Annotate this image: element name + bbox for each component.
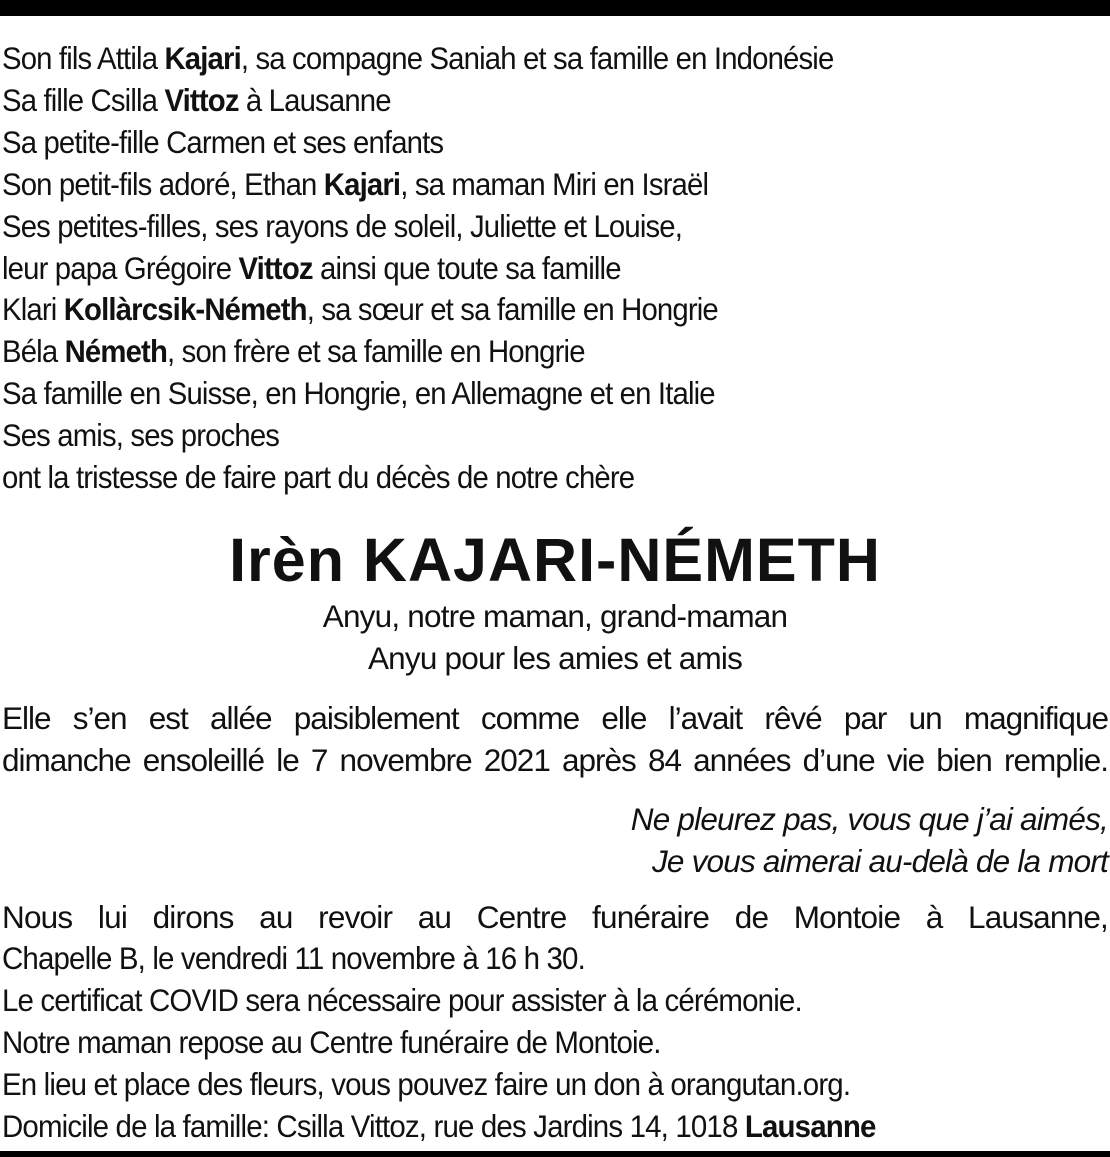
surname-bold: Kajari [323, 165, 401, 202]
family-list [2, 38, 1108, 499]
passing-row-1: Elle s’en est allée paisiblement comme elle l’avait rêvé par un magnifique [2, 699, 1108, 736]
ceremony-row-1: Nous lui dirons au revoir au Centre funéraire de Montoie à Lausanne, [2, 898, 1108, 935]
family-line-7 [2, 289, 1031, 331]
text-span: Sa fille Csilla [2, 81, 165, 118]
ceremony-row-2: Chapelle B, le vendredi 11 novembre à 16 h 30. [2, 939, 585, 976]
surname-bold: Kajari [164, 40, 241, 76]
passing-row-2: dimanche ensoleillé le 7 novembre 2021 après 84 années d’une vie bien remplie. [2, 741, 1108, 778]
text-span: Domicile de la famille: Csilla Vittoz, rue des Jardins 14, 1018 [2, 1107, 745, 1144]
text-span: leur papa Grégoire [2, 249, 239, 286]
family-line-3: Sa petite-fille Carmen et ses enfants [2, 123, 444, 160]
family-line-2 [2, 80, 1031, 122]
text-span: Klari [2, 291, 64, 328]
text-span: Son petit-fils adoré, Ethan [2, 165, 324, 202]
family-line-6 [2, 248, 1031, 290]
family-line-8 [2, 331, 1031, 373]
nickname-line-2: Anyu pour les amies et amis [367, 639, 743, 676]
family-line-4 [2, 164, 1031, 206]
surname-bold: Vittoz [164, 81, 239, 118]
text-span: , son frère et sa famille en Hongrie [167, 333, 585, 370]
ceremony-info [2, 896, 1108, 1148]
text-span: à Lausanne [238, 81, 391, 118]
text-span: Béla [2, 333, 65, 370]
quote-row-1: Ne pleurez pas, vous que j’ai aimés, [630, 800, 1108, 837]
family-line-10: Ses amis, ses proches [2, 417, 280, 454]
text-span: , sa maman Miri en Israël [400, 165, 709, 202]
family-line-5: Ses petites-filles, ses rayons de soleil, Juliette et Louise, [2, 207, 683, 244]
family-line-1 [2, 38, 1031, 80]
surname-bold: Kollàrcsik-Németh [63, 291, 307, 328]
surname-bold: Németh [64, 333, 168, 370]
city-bold: Lausanne [744, 1107, 876, 1144]
ceremony-row-3: Le certificat COVID sera nécessaire pour assister à la cérémonie. [2, 981, 802, 1018]
nickname-line-1: Anyu, notre maman, grand-maman [322, 597, 788, 634]
passing-paragraph [2, 697, 1108, 781]
ceremony-row-5: En lieu et place des fleurs, vous pouvez faire un don à orangutan.org. [2, 1065, 851, 1102]
bottom-border-rule [0, 1151, 1110, 1157]
surname-bold: Vittoz [238, 249, 313, 286]
quote-block [2, 798, 1108, 882]
deceased-name: Irèn KAJARI-NÉMETH [229, 525, 881, 594]
obituary-notice [2, 38, 1108, 1148]
family-line-11: ont la tristesse de faire part du décès de notre chère [2, 459, 635, 496]
ceremony-row-4: Notre maman repose au Centre funéraire de Montoie. [2, 1023, 661, 1060]
text-span: ainsi que toute sa famille [312, 249, 621, 286]
top-border-rule [0, 0, 1110, 16]
quote-row-2: Je vous aimerai au-delà de la mort [651, 842, 1108, 879]
family-line-9: Sa famille en Suisse, en Hongrie, en Allemagne et en Italie [2, 375, 715, 412]
ceremony-row-6 [2, 1106, 1036, 1148]
text-span: , sa compagne Saniah et sa famille en Indonésie [240, 40, 834, 76]
text-span: , sa sœur et sa famille en Hongrie [306, 291, 718, 328]
text-span: Son fils Attila [2, 40, 165, 76]
